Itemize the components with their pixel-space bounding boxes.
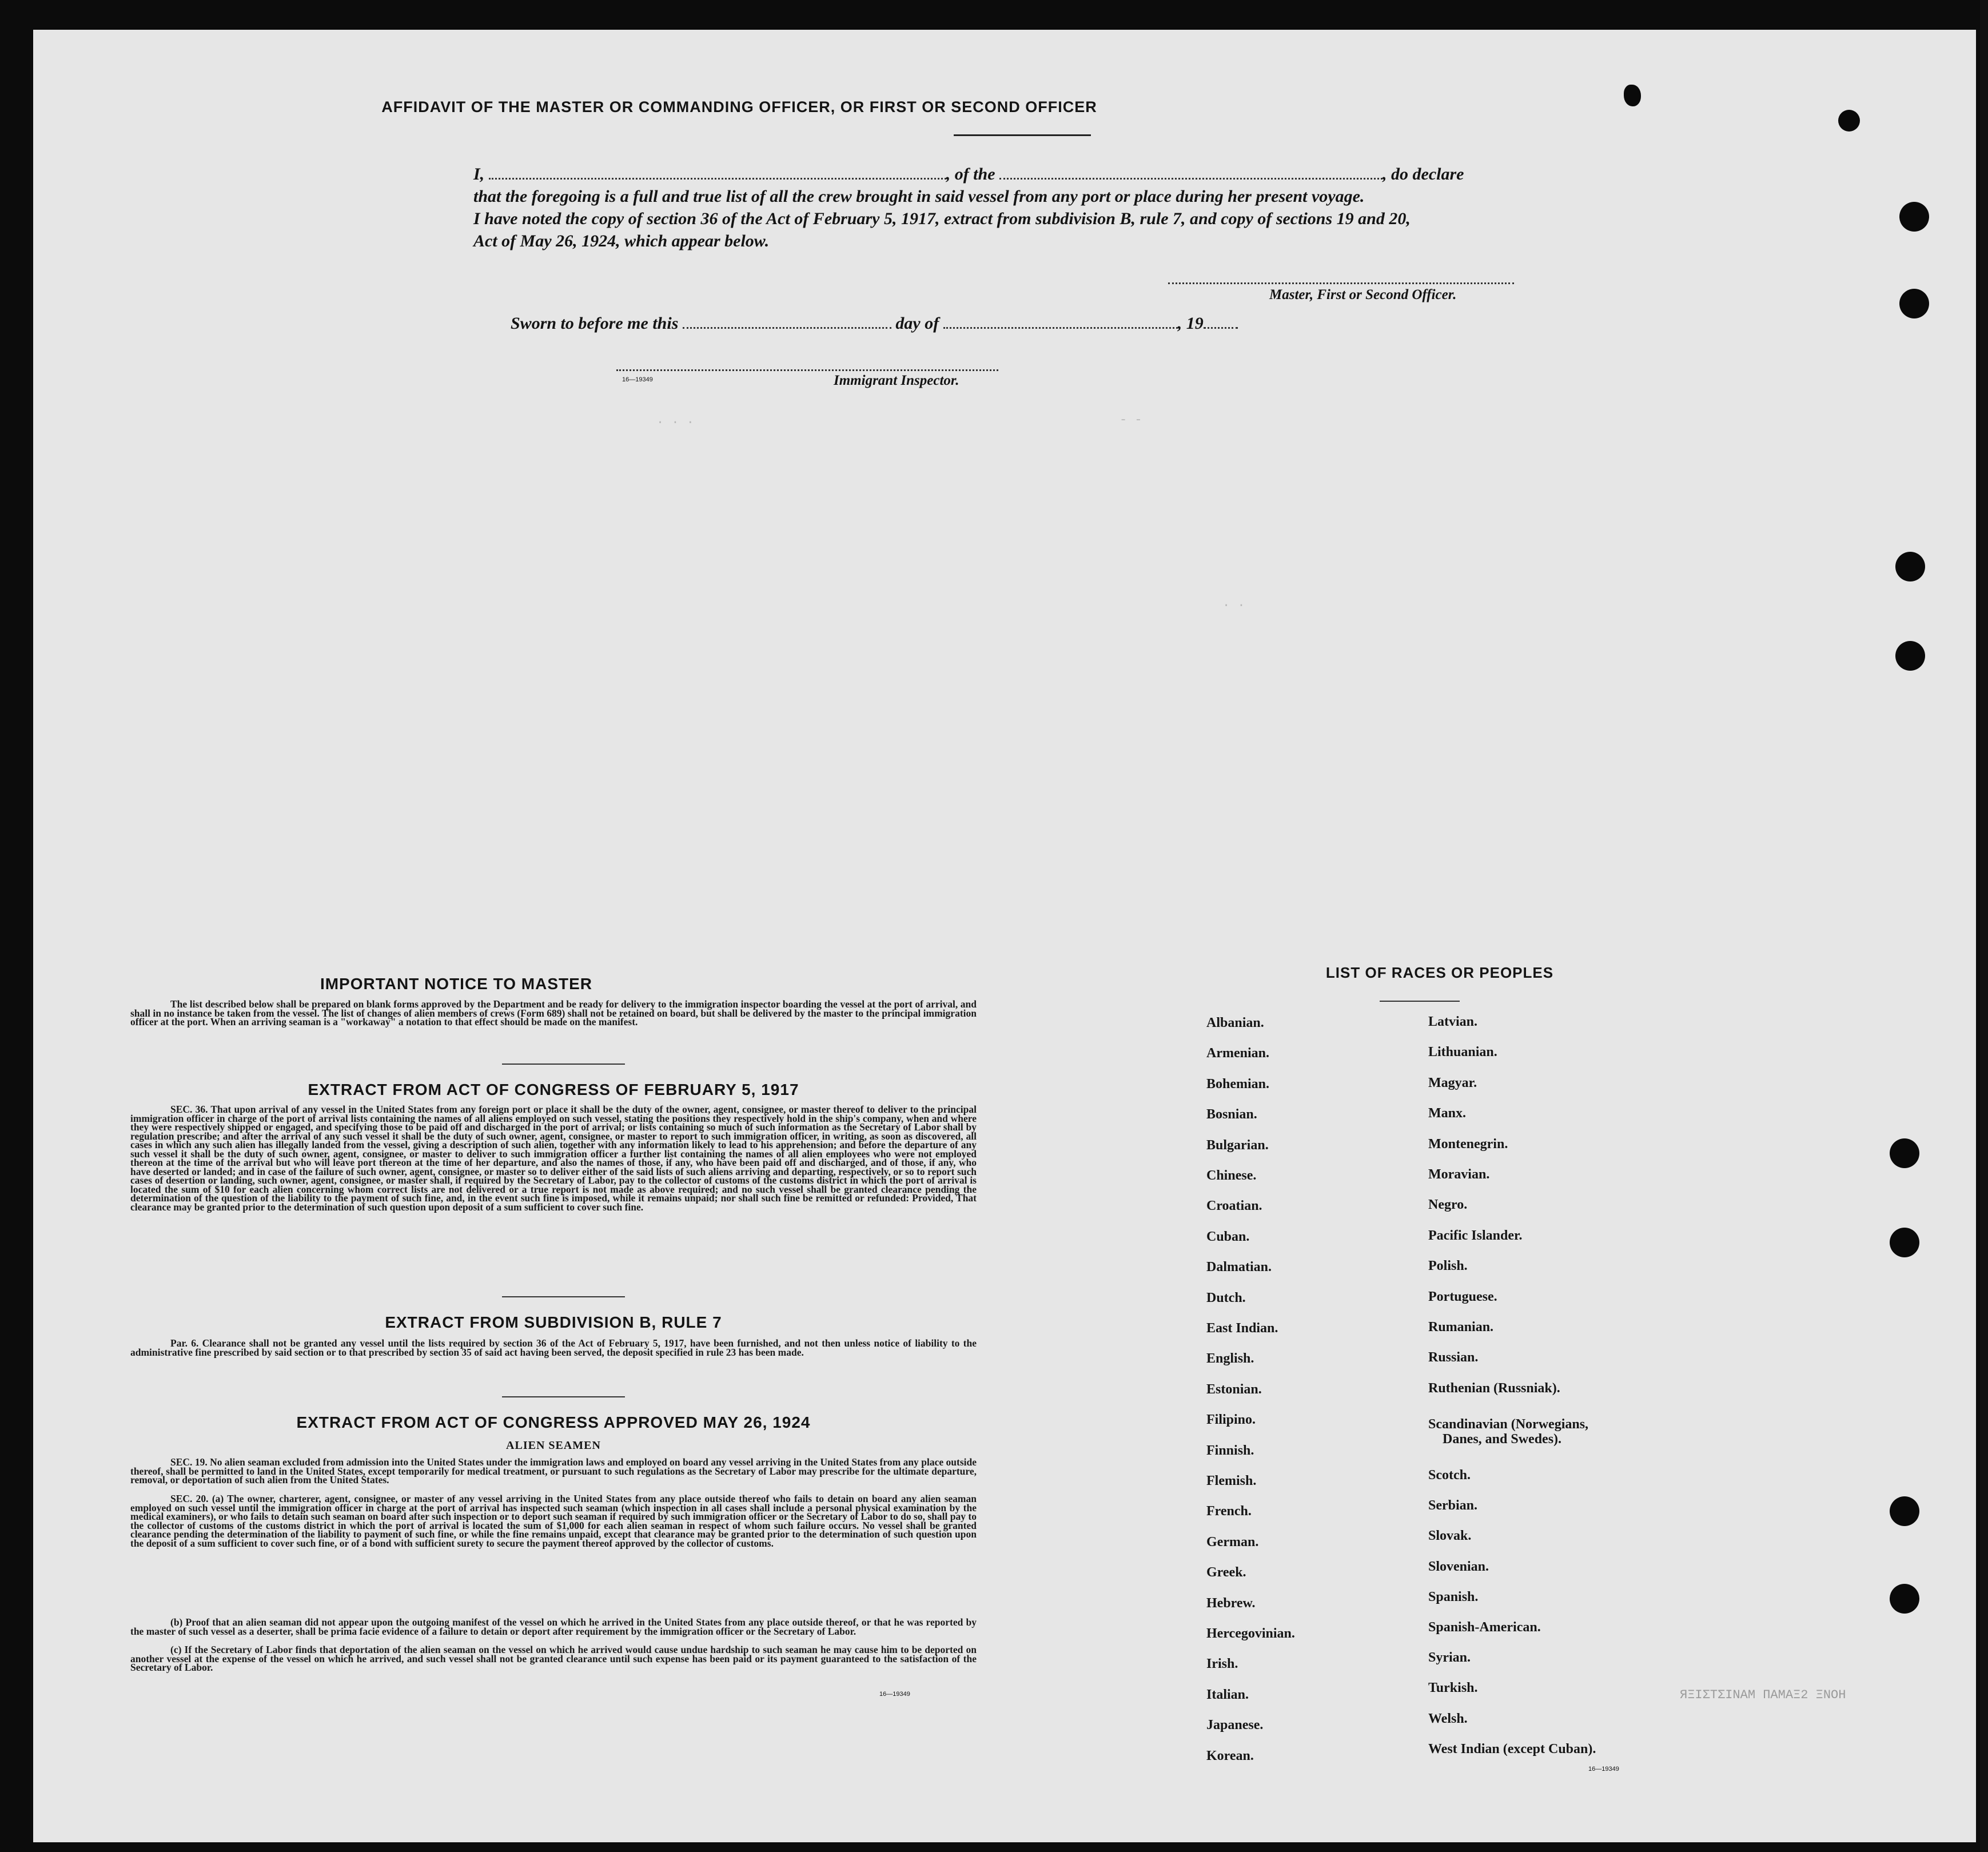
declaration-line-2: that the foregoing is a full and true list of all the crew brought in said vessel from any port or place during her present voyage. (473, 187, 1365, 206)
bleed-through-mark: . . . (656, 413, 695, 427)
race-item: Bohemian. (1206, 1076, 1270, 1092)
declaration-line-4: Act of May 26, 1924, which appear below. (473, 232, 770, 250)
race-item: Lithuanian. (1428, 1045, 1497, 1060)
race-item: Chinese. (1206, 1168, 1257, 1183)
rule7-divider (502, 1396, 625, 1397)
sworn-line: Sworn to before me this day of , 19 (511, 314, 1631, 333)
extract-1924-form-number: 16—19349 (879, 1691, 910, 1698)
race-item: Spanish-American. (1428, 1620, 1541, 1635)
race-item: Hercegovinian. (1206, 1626, 1295, 1641)
extract-1917-text: SEC. 36. That upon arrival of any vessel in the United States from any foreign port or place it shall be the duty of the owner, agent, consignee, or master thereof to deliver to the principal immigration officer in charge of the port of arrival lists containing the names of all aliens employed on such vessel, stating the positions they respectively hold in the ship's company, when and where they were respectively shipped or engaged, and specifying those to be paid off and discharged in the port of arrival; or lists containing so much of such information as the Secretary of Labor shall by regulation prescribe; and after the arrival of any such vessel it shall be the duty of such owner, agent, consignee, or master to report to such immigration officer, in writing, as soon as discovered, all cases in which any such alien has illegally landed from the vessel, giving a description of such alien, together with any information likely to lead to his apprehension; and before the departure of any such vessel it shall be the duty of such owner, agent, consignee, or master to deliver to such immigration officer a further list containing the names of all alien employees who were not employed thereon at the time of the arrival but who will leave port thereon at the time of her departure, and also the names of those, if any, who have been paid off and discharged, and of those, if any, who have deserted or landed; and in case of the failure of such owner, agent, consignee, or master so to deliver either of the said lists of such aliens arriving and departing, respectively, or so to report such cases of desertion or landing, such owner, agent, consignee, or master shall, if required by the Secretary of Labor, pay to the collector of customs of the customs district in which the port of arrival is located the sum of $10 for each alien concerning whom correct lists are not delivered or a true report is not made as above required; and no such vessel shall be granted clearance pending the determination of the question of the liability to the payment of such fine, and, in the event such fine is imposed, while it remains unpaid; nor shall such fine be remitted or refunded: Provided, That clearance may be granted prior to the determination of such question upon deposit of a sum sufficient to cover such fine. (130, 1104, 977, 1213)
punch-hole (1899, 202, 1929, 232)
race-item: Turkish. (1428, 1680, 1478, 1696)
race-item: Negro. (1428, 1197, 1468, 1213)
race-item: Filipino. (1206, 1412, 1256, 1428)
race-item: Manx. (1428, 1106, 1466, 1121)
master-signature-label: Master, First or Second Officer. (1269, 287, 1457, 302)
extract-1917-title: EXTRACT FROM ACT OF CONGRESS OF FEBRUARY 5, 1917 (308, 1081, 799, 1098)
race-item: Greek. (1206, 1565, 1246, 1580)
punch-hole (1890, 1584, 1919, 1614)
document-page (33, 30, 1976, 1842)
race-item: Moravian. (1428, 1167, 1490, 1182)
notice-divider (502, 1064, 625, 1065)
rule7-title: EXTRACT FROM SUBDIVISION B, RULE 7 (385, 1313, 722, 1331)
bleed-through-mark: - - (1120, 413, 1142, 427)
race-item: Estonian. (1206, 1381, 1262, 1397)
race-item: Bosnian. (1206, 1107, 1257, 1122)
race-item: East Indian. (1206, 1321, 1278, 1336)
declaration-line-1: I, , of the , do declare (473, 165, 1464, 184)
affidavit-title: AFFIDAVIT OF THE MASTER OR COMMANDING OFFICER, OR FIRST OR SECOND OFFICER (381, 98, 1097, 115)
punch-hole (1890, 1228, 1919, 1257)
affidavit-form-number: 16—19349 (622, 376, 653, 383)
name-blank[interactable] (489, 176, 946, 180)
race-item: Italian. (1206, 1687, 1249, 1702)
scan-edge (1980, 0, 1988, 1852)
sworn-day-blank[interactable] (683, 325, 891, 329)
race-item: Welsh. (1428, 1711, 1468, 1726)
race-item: Japanese. (1206, 1718, 1264, 1733)
race-item: Syrian. (1428, 1650, 1471, 1666)
race-item: Danes, and Swedes). (1443, 1432, 1562, 1447)
race-item: Bulgarian. (1206, 1137, 1269, 1153)
race-item: Rumanian. (1428, 1320, 1494, 1335)
race-item: Polish. (1428, 1258, 1468, 1274)
race-item: Hebrew. (1206, 1595, 1256, 1611)
race-item: German. (1206, 1534, 1259, 1550)
race-item: Slovak. (1428, 1528, 1472, 1544)
race-item: Flemish. (1206, 1473, 1257, 1488)
race-item: Armenian. (1206, 1046, 1269, 1061)
sec20a-text: SEC. 20. (a) The owner, charterer, agent, consignee, or master of any vessel arriving in the United States from any place outside thereof who fails to detain on board any alien seaman employed on such vessel until the immigration officer in charge at the port of arrival has inspected such seaman (which inspection in all cases shall include a personal physical examination by the medical examiners), or who fails to detain such seaman on board after such inspection or to deport such seaman if required by such immigration officer or the Secretary of Labor to do so, shall pay to the collector of customs of the customs district in which the port of arrival is located the sum of $1,000 for each alien seaman in respect of whom such failure occurs. No vessel shall be granted clearance pending the determination of the liability to payment of such fine, or while the fine remains unpaid, except that clearance may be granted prior to the determination of such question upon the deposit of a sum sufficient to cover such fine, or of a bond with sufficient surety to secure the payment thereof approved by the collector of customs. (130, 1493, 977, 1549)
race-item: Ruthenian (Russniak). (1428, 1380, 1560, 1396)
sec20b-text: (b) Proof that an alien seaman did not appear upon the outgoing manifest of the vessel on which he arrived in the United States from any place outside thereof, or that he was reported by the master of such vessel as a deserter, shall be prima facie evidence of a failure to detain or deport after requirement by the immigration officer or the Secretary of Labor. (130, 1616, 977, 1637)
race-item: Scotch. (1428, 1468, 1471, 1483)
race-item: Korean. (1206, 1748, 1254, 1763)
sec19-text: SEC. 19. No alien seaman excluded from admission into the United States under the immigration laws and employed on board any vessel arriving in the United States from any place outside thereof, shall be permitted to land in the United States, except temporarily for medical treatment, or pursuant to such regulations as the Secretary of Labor may prescribe for the ultimate departure, removal, or deportation of such alien from the United States. (130, 1456, 977, 1485)
races-form-number: 16—19349 (1588, 1766, 1619, 1773)
race-item: Latvian. (1428, 1014, 1478, 1029)
race-item: Serbian. (1428, 1498, 1478, 1514)
race-item: Slovenian. (1428, 1559, 1489, 1574)
punch-hole (1838, 110, 1860, 132)
punch-hole (1895, 552, 1925, 582)
race-item: Finnish. (1206, 1443, 1254, 1458)
punch-hole (1890, 1138, 1919, 1168)
race-item: Irish. (1206, 1656, 1238, 1672)
races-divider (1380, 1001, 1460, 1002)
extract-1917-divider (502, 1296, 625, 1297)
inspector-label: Immigrant Inspector. (834, 373, 959, 388)
ink-blot (1624, 85, 1641, 106)
race-item: Portuguese. (1428, 1289, 1497, 1304)
race-item: Croatian. (1206, 1198, 1262, 1214)
bleed-through-mark: ЯΞIΣΤΣΙΝΑΜ ΠΑΜΑΞ2 ΞΝΟΗ (1680, 1688, 1846, 1702)
race-item: Dutch. (1206, 1290, 1246, 1305)
punch-hole (1899, 289, 1929, 318)
sworn-year-blank[interactable] (1204, 325, 1238, 329)
punch-hole (1895, 641, 1925, 671)
race-item: Cuban. (1206, 1229, 1250, 1244)
race-item: Dalmatian. (1206, 1260, 1272, 1275)
alien-seamen-subtitle: ALIEN SEAMEN (506, 1439, 601, 1452)
race-item: Pacific Islander. (1428, 1228, 1523, 1243)
declaration-line-3: I have noted the copy of section 36 of the Act of February 5, 1917, extract from subdivision B, rule 7, and copy of sections 19 and 20, (473, 209, 1411, 228)
title-underline (954, 134, 1091, 136)
extract-1924-title: EXTRACT FROM ACT OF CONGRESS APPROVED MAY 26, 1924 (296, 1413, 811, 1431)
races-title: LIST OF RACES OR PEOPLES (1325, 964, 1554, 981)
race-item: Spanish. (1428, 1589, 1479, 1604)
sworn-month-blank[interactable] (943, 325, 1178, 329)
master-signature-line[interactable] (1168, 282, 1514, 284)
notice-title: IMPORTANT NOTICE TO MASTER (320, 975, 593, 993)
race-item: Montenegrin. (1428, 1136, 1508, 1152)
race-item: Scandinavian (Norwegians, (1428, 1417, 1589, 1432)
race-item: Russian. (1428, 1350, 1479, 1365)
punch-hole (1890, 1496, 1919, 1526)
race-item: Magyar. (1428, 1075, 1477, 1090)
race-item: Albanian. (1206, 1015, 1264, 1030)
notice-text: The list described below shall be prepared on blank forms approved by the Department and be ready for delivery to the immigration inspector boarding the vessel at the port of arrival, and shall in no instance be taken from the vessel. The list of changes of alien members of crews (Form 689) shall not be retained on board, but shall be delivered by the master to the principal immigration officer at the port. When an arriving seaman is a "workaway" a notation to that effect should be made on the manifest. (130, 998, 977, 1027)
rule7-text: Par. 6. Clearance shall not be granted any vessel until the lists required by section 36 of the Act of February 5, 1917, have been furnished, and not then unless notice of liability to the administrative fine prescribed by said section or to that prescribed by section 35 of said act having been served, the deposit specified in rule 23 has been made. (130, 1337, 977, 1358)
sec20c-text: (c) If the Secretary of Labor finds that deportation of the alien seaman on the vessel on which he arrived would cause undue hardship to such seaman he may cause him to be deported on another vessel at the expense of the vessel on which he arrived, and such vessel shall not be granted clearance until such expense has been paid or its payment guaranteed to the satisfaction of the Secretary of Labor. (130, 1644, 977, 1673)
vessel-blank[interactable] (999, 176, 1383, 180)
race-item: French. (1206, 1504, 1252, 1519)
race-item: West Indian (except Cuban). (1428, 1741, 1596, 1757)
race-item: English. (1206, 1351, 1254, 1367)
bleed-through-mark: . . (1222, 596, 1245, 610)
inspector-signature-line[interactable] (616, 369, 998, 371)
